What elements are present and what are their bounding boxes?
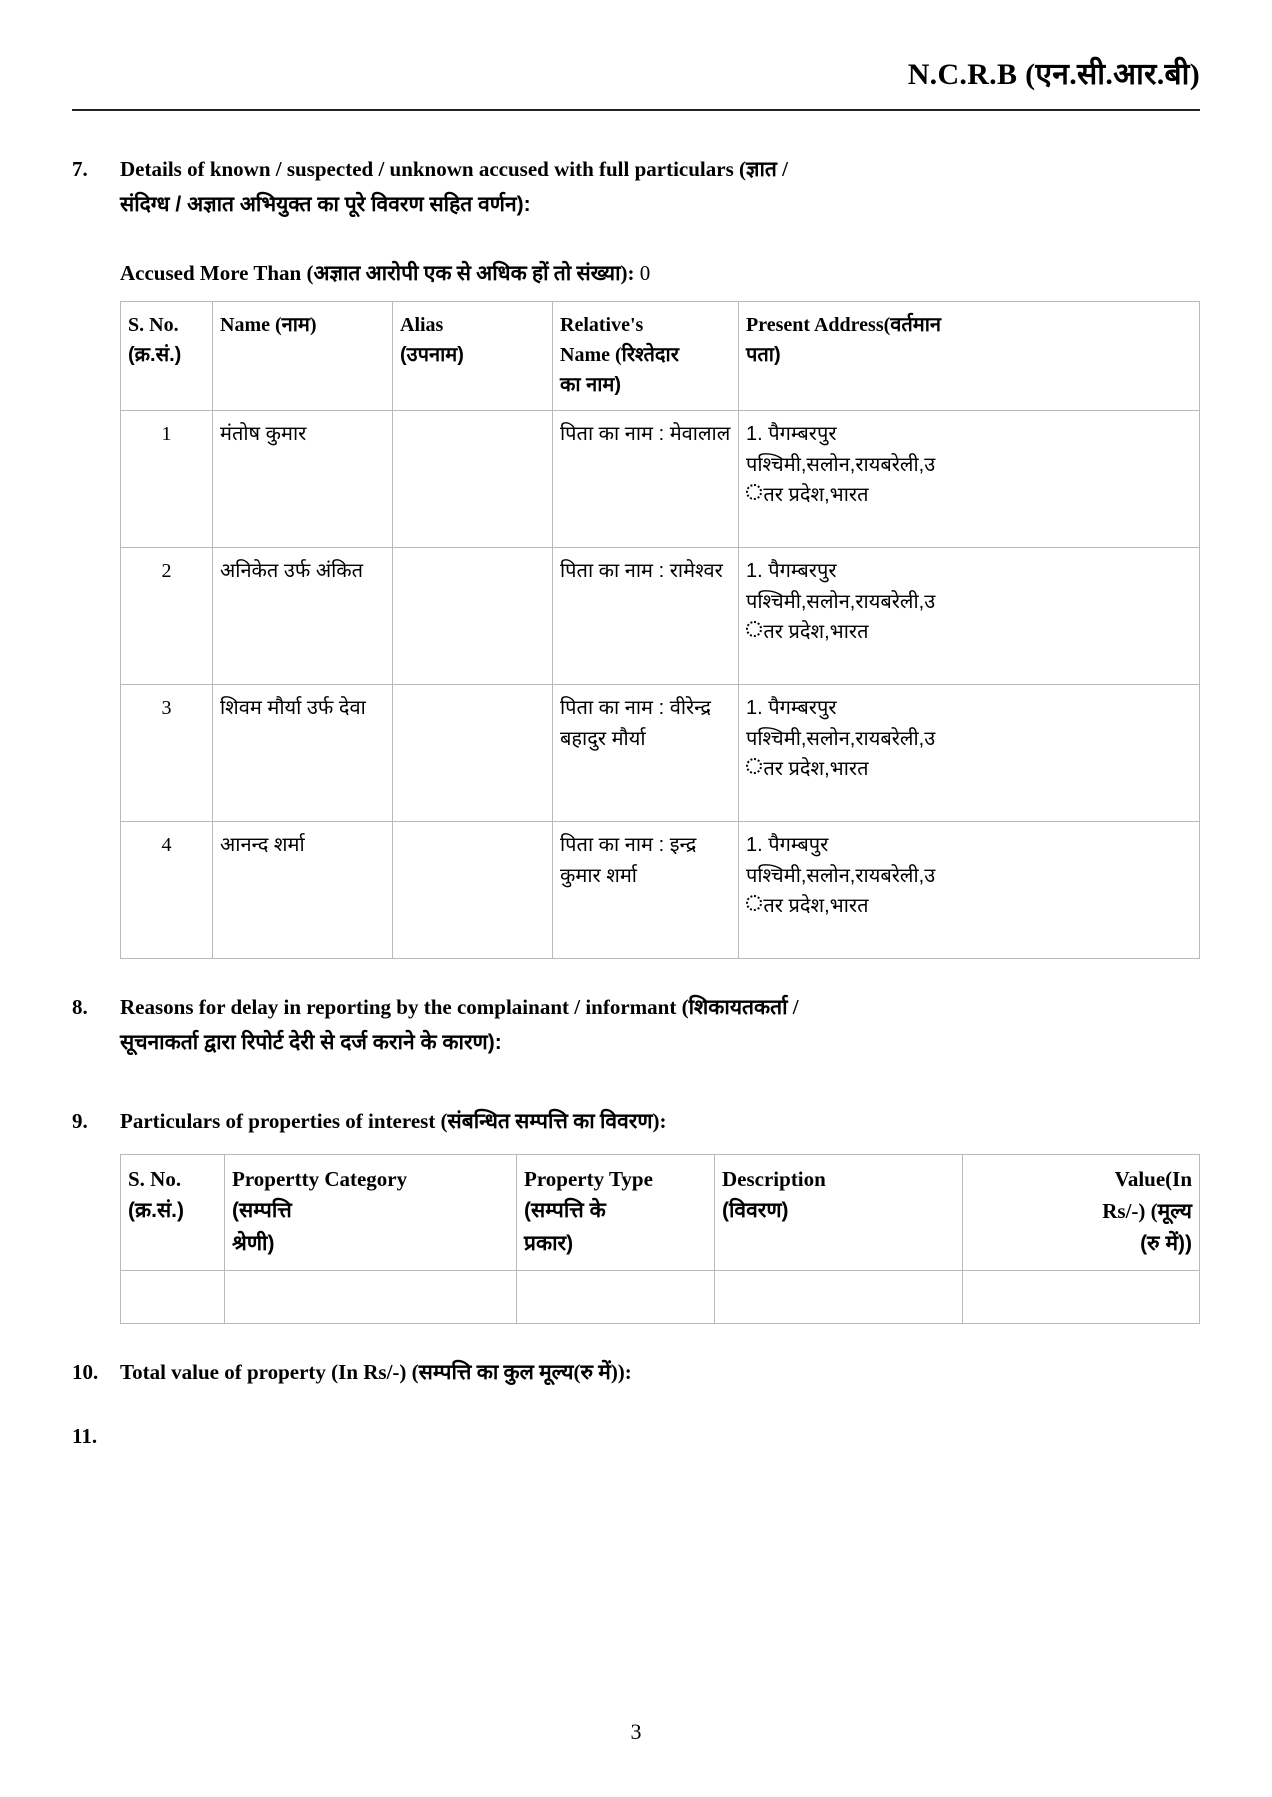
page-content — [0, 151, 1272, 1449]
address-line-2: पश्चिमी,सलोन,रायबरेली,उ — [746, 864, 936, 887]
cell-alias — [393, 411, 553, 548]
cell-property-serial-number — [121, 1271, 225, 1324]
table-row — [121, 822, 1200, 959]
address-line-3: तर प्रदेश,भारत — [763, 484, 869, 506]
cell-name: अनिकेत उर्फ अंकित — [213, 548, 393, 685]
section-7-question-en: Details of known / suspected / unknown accused with full particulars (ज्ञात / — [120, 157, 788, 181]
section-7 — [72, 151, 1200, 959]
header-property-description-en: Description — [722, 1166, 826, 1191]
cell-alias — [393, 548, 553, 685]
cell-relative-label: पिता का नाम : — [560, 560, 665, 583]
accused-more-than-line — [120, 259, 1200, 287]
address-line-1: 1. पैगम्बरपुर — [746, 423, 837, 446]
section-8-number: 8. — [72, 995, 88, 1020]
accused-more-than-label: Accused More Than (अज्ञात आरोपी एक से अधिक हों तो संख्या): — [120, 261, 635, 286]
cell-present-address — [739, 822, 1200, 959]
header-serial-number — [121, 302, 213, 411]
cell-present-address — [739, 548, 1200, 685]
header-relatives-name-l2: Name (रिश्तेदार — [560, 344, 679, 367]
accused-details-table — [120, 301, 1200, 959]
address-line-2: पश्चिमी,सलोन,रायबरेली,उ — [746, 727, 936, 750]
cell-alias — [393, 685, 553, 822]
header-present-address-l1: Present Address(वर्तमान — [746, 314, 942, 337]
header-property-category-hi1: (सम्पत्ति — [232, 1199, 292, 1223]
section-8-question-hi: सूचनाकर्ता द्वारा रिपोर्ट देरी से दर्ज कराने के कारण): — [120, 1031, 502, 1055]
address-line-1: 1. पैगम्बरपुर — [746, 697, 837, 720]
cell-name: शिवम मौर्या उर्फ देवा — [213, 685, 393, 822]
cell-name: मंतोष कुमार — [213, 411, 393, 548]
address-line-3-wrap — [746, 891, 1192, 921]
cell-relative-label: पिता का नाम : — [560, 697, 665, 720]
section-8 — [72, 989, 1200, 1061]
header-property-type-hi1: (सम्पत्ति के — [524, 1199, 606, 1223]
header-serial-number-en: S. No. — [128, 314, 179, 337]
section-11 — [72, 1418, 1200, 1449]
header-property-sno-en: S. No. — [128, 1166, 182, 1191]
header-relatives-name — [553, 302, 739, 411]
header-serial-number-hi: (क्र.सं.) — [128, 344, 182, 367]
header-property-description — [715, 1154, 963, 1271]
table-header-row — [121, 302, 1200, 411]
missing-glyph-icon — [746, 895, 762, 911]
header-property-type — [517, 1154, 715, 1271]
cell-relative-name — [553, 822, 739, 959]
cell-name: आनन्द शर्मा — [213, 822, 393, 959]
page-number: 3 — [630, 1719, 642, 1744]
cell-property-value — [963, 1271, 1200, 1324]
header-relatives-name-l3: का नाम) — [560, 374, 621, 397]
header-title: N.C.R.B (एन.सी.आर.बी) — [907, 58, 1200, 91]
header-alias — [393, 302, 553, 411]
accused-more-than-value: 0 — [639, 261, 651, 286]
header-property-serial-number — [121, 1154, 225, 1271]
header-present-address — [739, 302, 1200, 411]
header-present-address-l2: पता) — [746, 344, 781, 367]
address-line-3-wrap — [746, 754, 1192, 784]
section-10-question-en: Total value of property (In Rs/-) (सम्पत्ति का कुल मूल्य(रु में)): — [120, 1360, 632, 1385]
section-9 — [72, 1103, 1200, 1324]
header-alias-hi: (उपनाम) — [400, 344, 464, 367]
cell-serial-number: 1 — [121, 411, 213, 548]
address-line-2: पश्चिमी,सलोन,रायबरेली,उ — [746, 453, 936, 476]
cell-relative-value: रामेश्वर — [669, 560, 723, 583]
header-property-category-en: Propertty Category — [232, 1166, 408, 1191]
table-row — [121, 548, 1200, 685]
cell-relative-label: पिता का नाम : — [560, 423, 665, 446]
header-property-value — [963, 1154, 1200, 1271]
missing-glyph-icon — [746, 484, 762, 500]
cell-relative-name — [553, 685, 739, 822]
address-line-3: तर प्रदेश,भारत — [763, 621, 869, 643]
section-9-question-en: Particulars of properties of interest (संबन्धित सम्पत्ति का विवरण): — [120, 1109, 667, 1134]
page-header — [0, 0, 1272, 93]
cell-present-address — [739, 411, 1200, 548]
cell-alias — [393, 822, 553, 959]
cell-relative-value: वीरेन्द्र बहादुर मौर्या — [560, 697, 711, 750]
cell-serial-number: 3 — [121, 685, 213, 822]
header-property-type-en: Property Type — [524, 1166, 653, 1191]
cell-relative-value: मेवालाल — [669, 423, 731, 446]
cell-present-address — [739, 685, 1200, 822]
header-name-text: Name (नाम) — [220, 314, 317, 337]
missing-glyph-icon — [746, 758, 762, 774]
header-alias-en: Alias — [400, 314, 444, 337]
cell-relative-name — [553, 548, 739, 685]
cell-property-description — [715, 1271, 963, 1324]
header-property-type-hi2: प्रकार) — [524, 1231, 574, 1255]
cell-relative-name — [553, 411, 739, 548]
table-header-row — [121, 1154, 1200, 1271]
section-8-question-en: Reasons for delay in reporting by the complainant / informant (शिकायतकर्ता / — [120, 995, 799, 1020]
address-line-3-wrap — [746, 480, 1192, 510]
cell-property-category — [225, 1271, 517, 1324]
header-property-value-l2: Rs/-) (मूल्य — [1102, 1199, 1192, 1224]
table-row — [121, 1271, 1200, 1324]
header-property-category — [225, 1154, 517, 1271]
cell-property-type — [517, 1271, 715, 1324]
header-property-value-l3: (रु में)) — [1140, 1231, 1192, 1255]
header-property-description-hi: (विवरण) — [722, 1199, 789, 1223]
section-7-number: 7. — [72, 157, 88, 181]
table-row — [121, 411, 1200, 548]
cell-relative-value: इन्द्र कुमार शर्मा — [560, 834, 697, 887]
header-relatives-name-l1: Relative's — [560, 314, 644, 337]
property-details-table — [120, 1154, 1200, 1325]
header-property-sno-hi: (क्र.सं.) — [128, 1199, 184, 1223]
cell-serial-number: 2 — [121, 548, 213, 685]
header-property-category-hi2: श्रेणी) — [232, 1231, 275, 1255]
address-line-1: 1. पैगम्बरपुर — [746, 560, 837, 583]
address-line-3: तर प्रदेश,भारत — [763, 895, 869, 917]
section-10-number: 10. — [72, 1360, 99, 1385]
table-row — [121, 685, 1200, 822]
header-divider — [72, 109, 1200, 111]
address-line-2: पश्चिमी,सलोन,रायबरेली,उ — [746, 590, 936, 613]
address-line-3: तर प्रदेश,भारत — [763, 758, 869, 780]
header-property-value-l1: Value(In — [1114, 1166, 1192, 1191]
section-9-number: 9. — [72, 1109, 88, 1134]
cell-relative-label: पिता का नाम : — [560, 834, 665, 857]
section-10 — [72, 1354, 1200, 1390]
cell-serial-number: 4 — [121, 822, 213, 959]
missing-glyph-icon — [746, 621, 762, 637]
header-name — [213, 302, 393, 411]
section-11-number: 11. — [72, 1424, 98, 1449]
address-line-3-wrap — [746, 617, 1192, 647]
section-7-question-hi: संदिग्ध / अज्ञात अभियुक्त का पूरे विवरण सहित वर्णन): — [120, 193, 531, 217]
address-line-1: 1. पैगम्बपुर — [746, 834, 829, 857]
